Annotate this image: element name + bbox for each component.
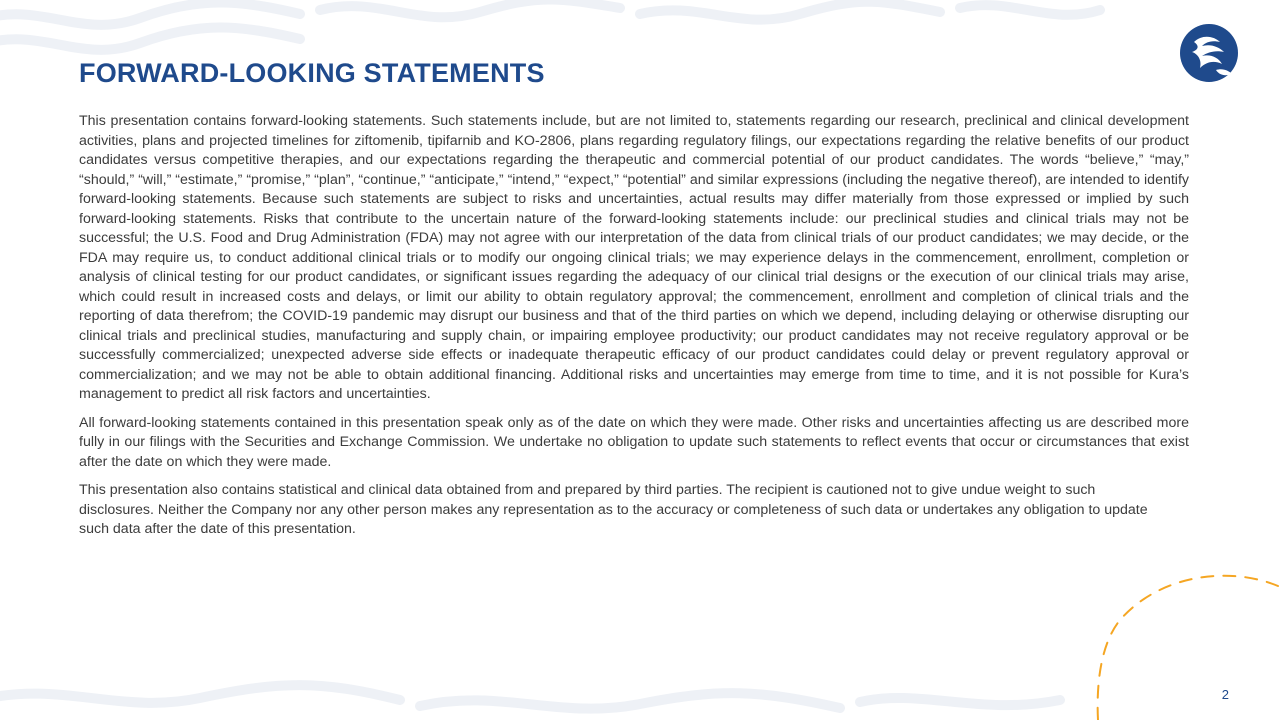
kura-wave-logo-icon bbox=[1180, 24, 1238, 82]
paragraph-forward-looking: This presentation contains forward-looking statements. Such statements include, but are not limited to, statements regarding our research, preclinical and clinical development activities, plans and projected timelines for ziftomenib, tipifarnib and KO-2806, plans regarding regulatory filings, our expectations regarding the relative benefits of our product candidates versus competitive therapies, and our expectations regarding the therapeutic and commercial potential of our product candidates. The words “believe,” “may,” “should,” “will,” “estimate,” “promise,” “plan”, “continue,” “anticipate,” “intend,” “expect,” “potential” and similar expressions (including the negative thereof), are intended to identify forward-looking statements. Because such statements are subject to risks and uncertainties, actual results may differ materially from those expressed or implied by such forward-looking statements. Risks that contribute to the uncertain nature of the forward-looking statements include: our preclinical studies and clinical trials may not be successful; the U.S. Food and Drug Administration (FDA) may not agree with our interpretation of the data from clinical trials of our product candidates; we may decide, or the FDA may require us, to conduct additional clinical trials or to modify our ongoing clinical trials; we may experience delays in the commencement, enrollment, completion or analysis of clinical testing for our product candidates, or significant issues regarding the adequacy of our clinical trial designs or the execution of our clinical trials may arise, which could result in increased costs and delays, or limit our ability to obtain regulatory approval; the commencement, enrollment and completion of clinical trials and the reporting of data therefrom; the COVID-19 pandemic may disrupt our business and that of the third parties on which we depend, including delaying or otherwise disrupting our clinical trials and preclinical studies, manufacturing and supply chain, or impairing employee productivity; our product candidates may not receive regulatory approval or be successfully commercialized; unexpected adverse side effects or inadequate therapeutic efficacy of our product candidates could delay or prevent regulatory approval or commercialization; and we may not be able to obtain additional financing. Additional risks and uncertainties may emerge from time to time, and it is not possible for Kura’s management to predict all risk factors and uncertainties. bbox=[79, 113, 1189, 402]
paragraph-speak-only: All forward-looking statements contained in this presentation speak only as of the date on which they were made. Other risks and uncertainties affecting us are described more fully in our filings with the Securities and Exchange Commission. We undertake no obligation to update such statements to reflect events that occur or circumstances that exist after the date on which they were made. bbox=[79, 414, 1189, 470]
dashed-arc-decoration bbox=[1080, 560, 1280, 720]
paragraph-third-party-data: This presentation also contains statistical and clinical data obtained from and prepared by third parties. The recipient is cautioned not to give undue weight to such disclosures. Neither the Company nor any other person makes any representation as to the accuracy or completeness of such data or undertakes any obligation to update such data after the date of this presentation. bbox=[79, 482, 1148, 537]
slide-title: FORWARD-LOOKING STATEMENTS bbox=[79, 58, 545, 88]
page-number: 2 bbox=[1221, 687, 1229, 702]
statement-body bbox=[79, 112, 1189, 549]
